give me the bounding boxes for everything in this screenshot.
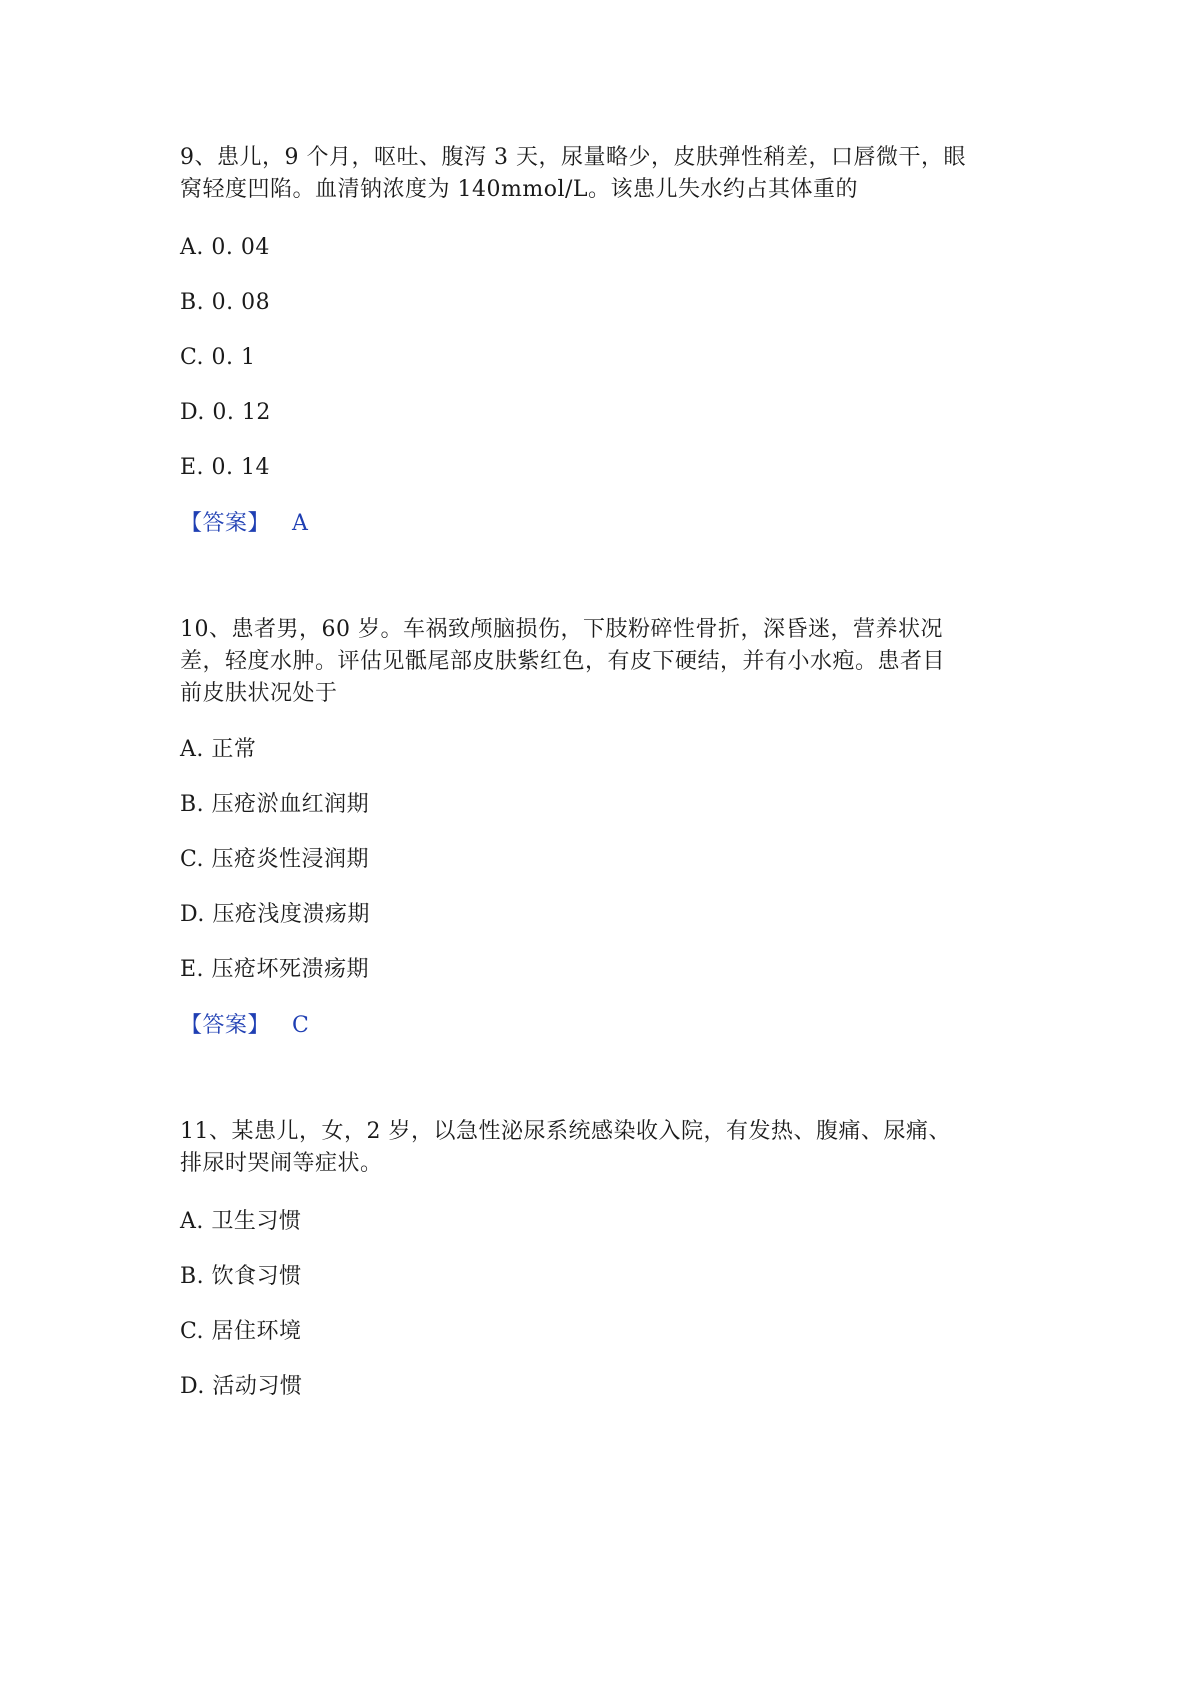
question-10-answer [180, 1010, 309, 1042]
question-10-option-e: E. 压疮坏死溃疡期 [180, 957, 370, 982]
question-10-option-b: B. 压疮淤血红润期 [180, 792, 370, 817]
answer-letter: A [292, 511, 309, 536]
answer-label: 【答案】 [180, 1013, 271, 1038]
question-9-option-b: B. 0. 08 [180, 290, 271, 315]
answer-label: 【答案】 [180, 511, 271, 536]
question-11-option-a: A. 卫生习惯 [180, 1209, 302, 1234]
question-9-stem-line-1: 9、患儿，9 个月，呕吐、腹泻 3 天，尿量略少，皮肤弹性稍差，口唇微干，眼 [180, 145, 966, 170]
question-9-option-c: C. 0. 1 [180, 345, 256, 370]
question-10-stem-line-2: 差，轻度水肿。评估见骶尾部皮肤紫红色，有皮下硬结，并有小水疱。患者目 [180, 649, 946, 674]
question-10-option-d: D. 压疮浅度溃疡期 [180, 902, 370, 927]
question-9-stem-line-2: 窝轻度凹陷。血清钠浓度为 140mmol/L。该患儿失水约占其体重的 [180, 177, 859, 202]
question-11-option-d: D. 活动习惯 [180, 1374, 303, 1399]
question-9-option-a: A. 0. 04 [180, 235, 270, 260]
question-9-option-d: D. 0. 12 [180, 400, 271, 425]
question-10-stem-line-1: 10、患者男，60 岁。车祸致颅脑损伤，下肢粉碎性骨折，深昏迷，营养状况 [180, 617, 943, 642]
question-9-option-e: E. 0. 14 [180, 455, 271, 480]
question-10-stem-line-3: 前皮肤状况处于 [180, 681, 338, 706]
question-11-stem-line-2: 排尿时哭闹等症状。 [180, 1151, 383, 1176]
question-10-option-c: C. 压疮炎性浸润期 [180, 847, 370, 872]
question-11-option-b: B. 饮食习惯 [180, 1264, 302, 1289]
question-9-answer [180, 508, 308, 540]
question-10-option-a: A. 正常 [180, 737, 257, 762]
question-11-stem-line-1: 11、某患儿，女，2 岁，以急性泌尿系统感染收入院，有发热、腹痛、尿痛、 [180, 1119, 951, 1144]
answer-letter: C [292, 1013, 310, 1038]
question-11-option-c: C. 居住环境 [180, 1319, 302, 1344]
